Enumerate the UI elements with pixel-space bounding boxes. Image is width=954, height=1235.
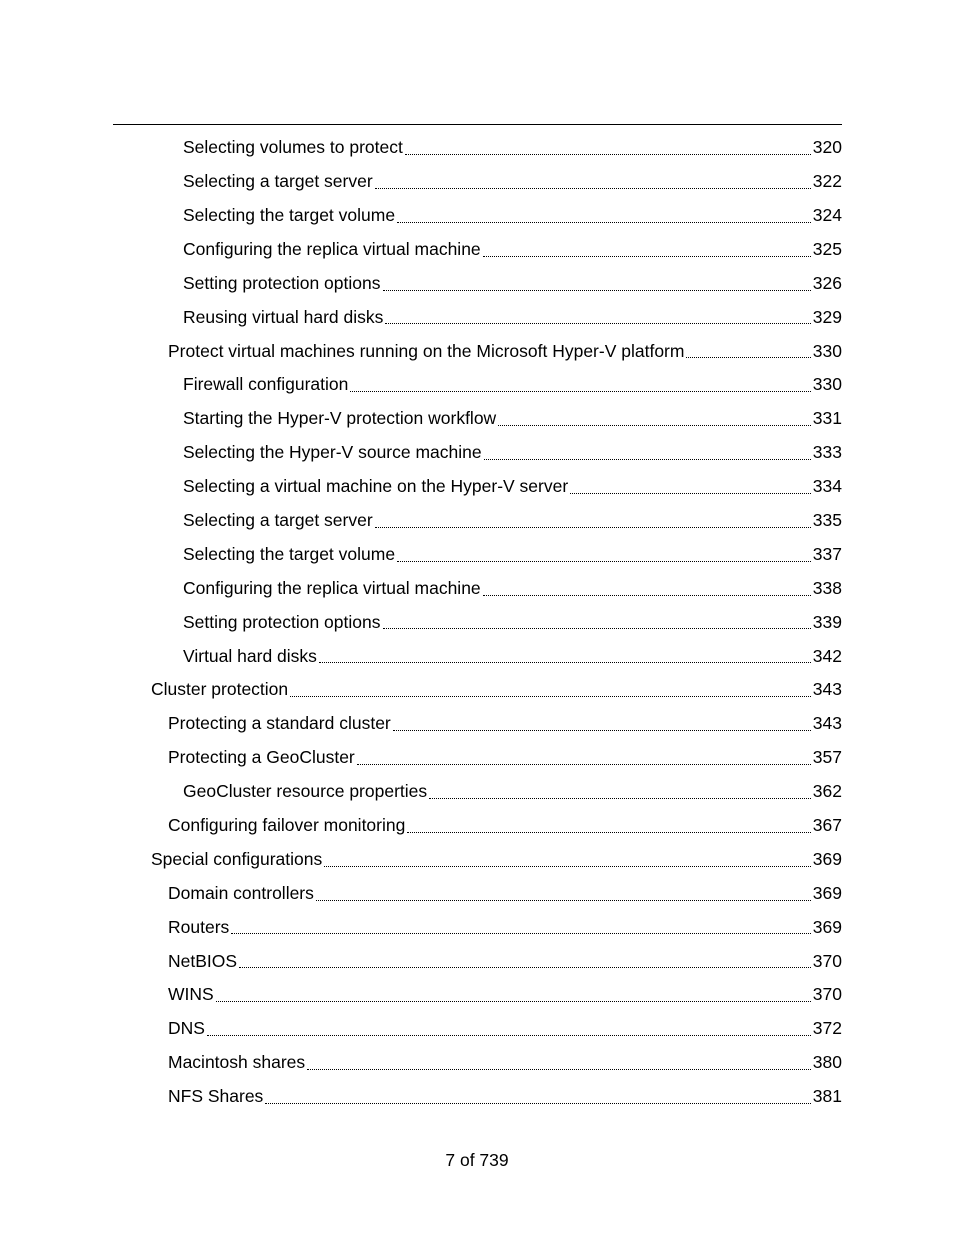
- toc-entry[interactable]: [0, 165, 954, 199]
- toc-entry[interactable]: [0, 673, 954, 707]
- toc-entry[interactable]: [0, 131, 954, 165]
- dot-leader: [405, 153, 811, 155]
- toc-entry[interactable]: [0, 809, 954, 843]
- toc-entry-title: DNS: [168, 1018, 205, 1039]
- toc-entry-title: Cluster protection: [151, 679, 289, 700]
- toc-entry-page-number: 372: [812, 1018, 842, 1039]
- toc-entry[interactable]: [0, 334, 954, 368]
- toc-entry[interactable]: [0, 707, 954, 741]
- toc-entry-title: NetBIOS: [168, 950, 238, 971]
- toc-entry-title: Domain controllers: [168, 882, 314, 903]
- dot-leader: [397, 560, 811, 562]
- page-number: 7 of 739: [445, 1150, 509, 1170]
- dot-leader: [483, 594, 811, 596]
- dot-leader: [385, 322, 810, 324]
- dot-leader: [231, 932, 811, 934]
- toc-entry[interactable]: [0, 639, 954, 673]
- dot-leader: [350, 390, 810, 392]
- toc-entry[interactable]: [0, 944, 954, 978]
- dot-leader: [207, 1034, 811, 1036]
- toc-entry-title: Protect virtual machines running on the Microsoft Hyper-V platform: [168, 340, 685, 361]
- toc-entry-page-number: 343: [812, 713, 842, 734]
- toc-entry[interactable]: [0, 504, 954, 538]
- toc-entry[interactable]: [0, 436, 954, 470]
- toc-entry-title: Reusing virtual hard disks: [183, 306, 384, 327]
- toc-entry-page-number: 362: [812, 781, 842, 802]
- toc-entry[interactable]: [0, 877, 954, 911]
- toc-entry-title: GeoCluster resource properties: [183, 781, 428, 802]
- toc-entry-title: Protecting a GeoCluster: [168, 747, 355, 768]
- dot-leader: [393, 729, 811, 731]
- dot-leader: [383, 289, 811, 291]
- toc-entry-title: Starting the Hyper-V protection workflow: [183, 408, 497, 429]
- toc-entry-title: Special configurations: [151, 848, 323, 869]
- toc-entry-page-number: 338: [812, 577, 842, 598]
- toc-entry-title: Selecting the target volume: [183, 543, 396, 564]
- toc-entry-title: Selecting a target server: [183, 171, 373, 192]
- dot-leader: [375, 526, 811, 528]
- toc-entry[interactable]: [0, 300, 954, 334]
- toc-entry-title: Configuring the replica virtual machine: [183, 238, 481, 259]
- toc-entry[interactable]: [0, 402, 954, 436]
- dot-leader: [375, 187, 811, 189]
- toc-entry[interactable]: [0, 843, 954, 877]
- toc-entry-page-number: 330: [812, 374, 842, 395]
- toc-entry[interactable]: [0, 199, 954, 233]
- dot-leader: [324, 865, 811, 867]
- dot-leader: [316, 899, 811, 901]
- dot-leader: [498, 424, 811, 426]
- toc-entry-page-number: 357: [812, 747, 842, 768]
- toc-entry-page-number: 324: [812, 204, 842, 225]
- toc-entry-page-number: 331: [812, 408, 842, 429]
- toc-entry[interactable]: [0, 775, 954, 809]
- toc-entry-title: Macintosh shares: [168, 1052, 306, 1073]
- dot-leader: [319, 661, 811, 663]
- toc-entry-page-number: 335: [812, 509, 842, 530]
- toc-entry-page-number: 369: [812, 882, 842, 903]
- dot-leader: [357, 763, 811, 765]
- toc-entry[interactable]: [0, 1080, 954, 1114]
- toc-entry-title: Firewall configuration: [183, 374, 349, 395]
- toc-entry-page-number: 337: [812, 543, 842, 564]
- toc-entry-page-number: 334: [812, 476, 842, 497]
- toc-entry-title: Virtual hard disks: [183, 645, 317, 666]
- toc-entry-page-number: 329: [812, 306, 842, 327]
- dot-leader: [239, 966, 811, 968]
- toc-entry-title: Selecting a virtual machine on the Hyper-V server: [183, 476, 569, 497]
- toc-entry-title: Setting protection options: [183, 272, 381, 293]
- toc-entry-page-number: 370: [812, 984, 842, 1005]
- toc-entry-page-number: 320: [812, 137, 842, 158]
- toc-entry[interactable]: [0, 978, 954, 1012]
- toc-entry[interactable]: [0, 605, 954, 639]
- dot-leader: [484, 458, 811, 460]
- dot-leader: [307, 1068, 811, 1070]
- table-of-contents: [0, 131, 954, 1114]
- toc-entry[interactable]: [0, 910, 954, 944]
- toc-entry-title: Setting protection options: [183, 611, 381, 632]
- toc-entry-page-number: 325: [812, 238, 842, 259]
- toc-entry[interactable]: [0, 233, 954, 267]
- toc-entry-page-number: 342: [812, 645, 842, 666]
- toc-entry-page-number: 380: [812, 1052, 842, 1073]
- toc-entry[interactable]: [0, 470, 954, 504]
- toc-entry-page-number: 367: [812, 815, 842, 835]
- toc-entry-title: Selecting the target volume: [183, 204, 396, 225]
- toc-entry[interactable]: [0, 267, 954, 301]
- toc-entry-title: WINS: [168, 984, 214, 1005]
- toc-entry-page-number: 326: [812, 272, 842, 293]
- toc-entry-page-number: 343: [812, 679, 842, 700]
- toc-entry-title: Selecting the Hyper-V source machine: [183, 442, 482, 463]
- dot-leader: [216, 1000, 811, 1002]
- header-rule: [113, 124, 842, 125]
- dot-leader: [383, 627, 811, 629]
- dot-leader: [686, 356, 810, 358]
- toc-entry-page-number: 333: [812, 442, 842, 463]
- toc-entry[interactable]: [0, 1012, 954, 1046]
- dot-leader: [290, 695, 811, 697]
- toc-entry-page-number: 370: [812, 950, 842, 971]
- toc-entry[interactable]: [0, 538, 954, 572]
- dot-leader: [570, 492, 811, 494]
- toc-entry-page-number: 330: [812, 340, 842, 361]
- toc-entry-title: NFS Shares: [168, 1086, 264, 1107]
- toc-entry-title: Configuring failover monitoring: [168, 815, 406, 835]
- toc-entry-page-number: 322: [812, 171, 842, 192]
- toc-entry-page-number: 369: [812, 848, 842, 869]
- toc-entry-title: Routers: [168, 916, 230, 937]
- toc-entry-title: Selecting volumes to protect: [183, 137, 403, 158]
- toc-entry[interactable]: [0, 1046, 954, 1080]
- dot-leader: [429, 797, 811, 799]
- toc-entry-title: Configuring the replica virtual machine: [183, 577, 481, 598]
- toc-entry-page-number: 339: [812, 611, 842, 632]
- toc-entry[interactable]: [0, 741, 954, 775]
- toc-entry-page-number: 369: [812, 916, 842, 937]
- toc-entry-title: Protecting a standard cluster: [168, 713, 391, 734]
- toc-entry-title: Selecting a target server: [183, 509, 373, 530]
- toc-entry[interactable]: [0, 368, 954, 402]
- dot-leader: [265, 1102, 810, 1104]
- toc-entry[interactable]: [0, 572, 954, 606]
- dot-leader: [483, 255, 811, 257]
- toc-entry-page-number: 381: [812, 1086, 842, 1107]
- dot-leader: [397, 221, 811, 223]
- dot-leader: [407, 831, 810, 833]
